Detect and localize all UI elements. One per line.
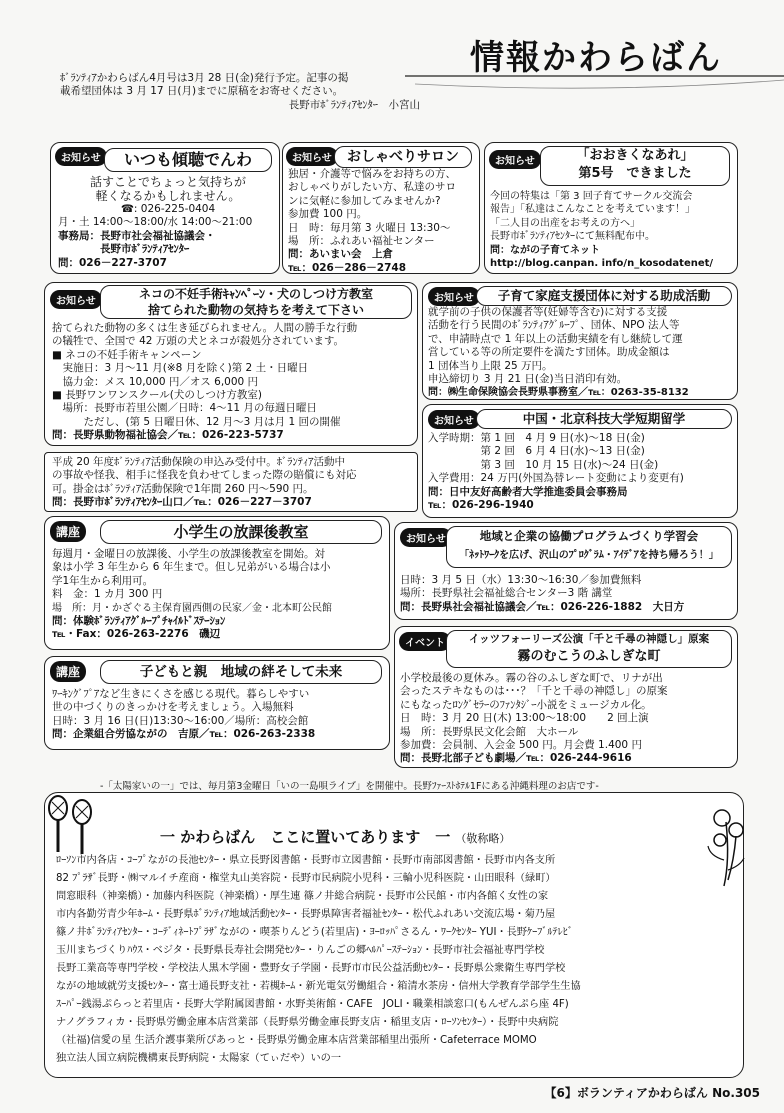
article-title (446, 630, 732, 668)
text-line: 入学費用：24 万円(外国為替レート変動により変更有) (428, 472, 684, 485)
text-line: 営している等の所定要件を満たす団体。助成金額は (428, 346, 670, 359)
text-line: 1 団体当り上限 25 万円。 (428, 359, 553, 372)
title-line-1: ネコの不妊手術ｷｬﾝﾍﾟｰﾝ・犬のしつけ方教室 (138, 287, 373, 301)
phone-number: ☎: 026-225-0404 (120, 203, 216, 215)
title-line-2: 第5号 できました (578, 166, 692, 181)
text-line: 報告」「私達はこんなことを考えています！」 (490, 204, 695, 216)
text-line: 長野市ﾎﾞﾗﾝﾃｨｱｾﾝﾀｰ (58, 243, 190, 256)
text-line: ﾜｰｷﾝｸﾞﾌﾟｱなど生きにくさを感じる現代。暮らしやすい (52, 688, 310, 700)
notice-tag: お知らせ (286, 147, 338, 166)
text-line: 問：あいまい会 上倉 (288, 248, 393, 261)
text-line: ■ 長野ワンワンスクール(犬のしつけ方教室) (52, 389, 262, 402)
text-line: で、申請時点で 1 年以上の活動実績を有し継続して運 (428, 332, 683, 345)
locations-list (56, 852, 740, 1074)
notice-tag: お知らせ (50, 290, 102, 309)
article-body (52, 688, 386, 748)
notice-tag: お知らせ (55, 147, 107, 166)
article-body (58, 175, 278, 272)
text-line: 就学前の子供の保護者等(妊婦等含む)に対する支援 (428, 306, 668, 318)
notice-line-2: 載希望団体は 3 月 17 日(月)までに原稿をお寄せください。 (60, 85, 344, 98)
contact-line: 問：長野北部子ども劇場／℡：026-244-9616 (400, 752, 632, 765)
text-line: 入学時期：第 1 回 4 月 9 日(水)～18 日(金) (428, 432, 645, 444)
page-footer: 【6】ボランティアかわらばん No.305 (544, 1086, 760, 1100)
title-line-2: 捨てられた動物の気持ちを考えて下さい (147, 303, 364, 317)
text-line: にもなったﾛﾝｸﾞｾﾗｰのﾌｧﾝﾀｼﾞｰ小説をミュージカル化。 (400, 698, 652, 711)
article-title (540, 146, 730, 186)
contact-line: ℡：026-296-1940 (428, 499, 534, 512)
course-tag: 講座 (50, 521, 86, 542)
text-line: 世の中づくりのきっかけを考えましょう。入場無料 (52, 701, 294, 714)
text-line: 捨てられた動物の多くは生き延びられません。人間の勝手な行動 (52, 322, 358, 334)
list-item: 玉川まちづくりﾊｳｽ・ベジタ・長野県長寿社会開発ｾﾝﾀｰ・りんごの郷ﾍﾙﾊﾟｰｽﾃｰｼｮﾝ・長野市社会福祉専門学校 (56, 945, 545, 956)
text-line: 協力金：メス 10,000 円／オス 6,000 円 (52, 375, 259, 388)
list-item: 篠ノ井ﾎﾞﾗﾝﾃｨｱｾﾝﾀｰ・ｺｰﾃﾞｨﾈｰﾄﾌﾟﾗｻﾞながの・喫茶りんどう(若里店)・ﾖｰﾛｯﾊﾟさるん・ﾜｰｸｾﾝﾀｰ YUI・長野ｹｰﾌﾞﾙﾃﾚﾋﾞ (56, 927, 573, 938)
notice-tag: お知らせ (428, 410, 480, 429)
list-item: 市内各勤労青少年ﾎｰﾑ・長野県ﾎﾞﾗﾝﾃｨｱ地域活動ｾﾝﾀｰ・長野県障害者福祉ｾﾝﾀｰ・松代ふれあい交流広場・菊乃屋 (56, 909, 556, 920)
list-item: ナノグラフィカ・長野県労働金庫本店営業部（長野県労働金庫長野支店・稲里支店・ﾛｰｿﾝｾﾝﾀｰ）・長野中央病院 (56, 1017, 559, 1028)
text-line: 実施日：3 月～11 月(※8 月を除く)第 2 土・日曜日 (52, 362, 309, 375)
text-line: 問：体験ﾎﾞﾗﾝﾃｨｱｸﾞﾙｰﾌﾟﾁｬｲﾙﾄﾞｽﾃｰｼｮﾝ (52, 615, 226, 628)
notice-line-1: ﾎﾞﾗﾝﾃｨｱかわらばん4月号は3月 28 日(金)発行予定。記事の掲 (60, 72, 349, 84)
notice-tag: お知らせ (428, 287, 480, 306)
locations-heading (160, 826, 640, 848)
article-title (100, 285, 412, 319)
course-tag: 講座 (50, 661, 86, 682)
article-body (288, 168, 478, 273)
url-line: http://blog.canpan. info/n_kosodatenet/ (490, 258, 714, 270)
list-item: 長野工業高等専門学校・学校法人黒木学園・豊野女子学園・長野市市民公益活動ｾﾝﾀｰ・長野県公衆衛生専門学校 (56, 963, 566, 974)
text-line: 日 時：3 月 20 日(木) 13:00～18:00 2 回上演 (400, 712, 649, 725)
article-body (428, 306, 734, 399)
contact-line: ℡：026－286－2748 (288, 261, 407, 273)
notice-tag: お知らせ (489, 150, 541, 169)
contact-line: 問：ながの子育てネット (490, 244, 600, 256)
text-line: 月・土 14:00～18:00/水 14:00～21:00 (58, 216, 253, 229)
article-body (400, 574, 734, 618)
contact-line: 問：長野市ﾎﾞﾗﾝﾃｨｱｾﾝﾀｰ山口／℡：026－227－3707 (52, 496, 312, 509)
text-line: 毎週月・金曜日の放課後、小学生の放課後教室を開始。対 (52, 548, 325, 560)
text-line: の事故や怪我、相手に怪我を負わせてしまった際の賠償にも対応 (52, 469, 357, 482)
list-item: ﾛｰｿﾝ市内各店・ｺｰﾌﾟながの長池ｾﾝﾀｰ・県立長野図書館・長野市立図書館・長野市南部図書館・長野市内各支所 (56, 855, 556, 866)
text-line: 話すことでちょっと気持ちが (89, 175, 246, 189)
taiyou-note: -「太陽家いの一」では、毎月第3金曜日「いの一島唄ライブ」を開催中。長野ﾌｧｰｽﾄﾎﾃﾙ1Fにある沖縄料理のお店です- (100, 781, 599, 792)
article-title: おしゃべりサロン (334, 146, 472, 168)
text-line: 「二人目の出産をお考えの方へ」 (490, 217, 640, 229)
notice-signature: 長野市ﾎﾞﾗﾝﾃｨｱｾﾝﾀｰ 小宮山 (288, 98, 420, 111)
list-item: （社福)信愛の星 生活介護事業所ぴあっと・長野県労働金庫本店営業部稲里出張所・Cafeterrace MOMO (56, 1035, 537, 1046)
text-line: 場 所：月・かざぐる主保育園西側の民家／金・北本町公民館 (52, 602, 332, 614)
text-line: 今回の特集は「第 3 回子育てサークル交流会 (490, 191, 693, 202)
text-line: 小学校最後の夏休み。霧の谷のふしぎな町で、リナが出 (400, 672, 663, 684)
text-line: 会ったステキなものは･･･？「千と千尋の神隠し」の原案 (400, 685, 668, 698)
event-tag: イベント (399, 632, 451, 651)
title-line-1: 地域と企業の協働プログラムづくり学習会 (479, 529, 699, 543)
article-body (52, 322, 414, 444)
article-body (490, 190, 734, 272)
article-body (400, 672, 734, 766)
text-line: 日 時：毎月第 3 火曜日 13:30～ (288, 221, 451, 234)
contact-line: 問：長野県社会福祉協議会／℡：026-226-1882 大日方 (400, 600, 685, 613)
text-line: 場 所：ふれあい福祉センター (288, 235, 435, 248)
contact-line: 問：企業組合労協ながの 吉原／℡：026-263-2338 (52, 728, 316, 741)
text-line: 場所：長野県社会福祉総合センター3 階 講堂 (400, 587, 613, 600)
article-title: 子どもと親 地域の絆そして未来 (100, 660, 382, 684)
text-line: おしゃべりがしたい方、私達のサロ (288, 181, 456, 194)
article-body (52, 456, 414, 510)
header-notice (60, 72, 420, 118)
text-line: 参加費：会員制、入会金 500 円。月会費 1.400 円 (400, 739, 642, 752)
article-body (428, 432, 734, 516)
text-line: 長野市ﾎﾞﾗﾝﾃｨｱｾﾝﾀｰにて無料配布中。 (490, 231, 655, 243)
article-body (52, 548, 386, 648)
article-title: 中国・北京科技大学短期留学 (476, 409, 732, 429)
text-line: ■ ネコの不妊手術キャンペーン (52, 348, 202, 361)
text-line: 料 金：1 カ月 300 円 (52, 588, 163, 601)
text-line: 第 2 回 6 月 4 日(水)～13 日(金) (428, 445, 645, 458)
contact-line: 問：026－227-3707 (58, 256, 167, 269)
text-line: 平成 20 年度ﾎﾞﾗﾝﾃｨｱ活動保険の申込み受付中。ﾎﾞﾗﾝﾃｨｱ活動中 (52, 456, 346, 468)
title-line-2: 霧のむこうのふしぎな町 (517, 649, 661, 664)
list-item: 82 ﾌﾟﾗｻﾞ長野・㈱マルイチ産商・権堂丸山美容院・長野市民病院小児科・三輪小児科医院・山田眼科（緑町） (56, 873, 556, 884)
list-item: 独立法人国立病院機構東長野病院・太陽家（てぃだや）いの一 (56, 1053, 342, 1064)
title-line-1: イッツフォーリーズ公演「千と千尋の神隠し」原案 (468, 633, 710, 645)
text-line: 独居・介護等で悩みをお持ちの方、 (288, 168, 456, 180)
text-line: 象は小学 3 年生から 6 年生まで。但し兄弟がいる場合は小 (52, 561, 331, 574)
text-line: 参加費 100 円。 (288, 208, 368, 221)
text-line: 場所：長野市若里公園／日時：4～11 月の毎週日曜日 (52, 402, 317, 415)
article-title (446, 526, 732, 568)
text-line: 場 所：長野県民文化会館 大ホール (400, 725, 579, 738)
contact-line: 問：長野県動物福祉協会／℡：026-223-5737 (52, 429, 284, 442)
article-title: いつも傾聴でんわ (104, 148, 272, 172)
article-title: 小学生の放課後教室 (100, 520, 382, 544)
list-item: 問窓眼科（神楽橋）・加藤内科医院（神楽橋）・厚生連 篠ノ井総合病院・長野市公民館・市内各館く女性の家 (56, 891, 549, 902)
text-line: 軽くなるかもしれません。 (95, 189, 241, 203)
page-title: 情報かわらばん (470, 38, 722, 78)
locations-title: 一 かわらばん ここに置いてあります 一 (160, 828, 451, 846)
contact-line: ℡・Fax：026-263-2276 磯辺 (52, 628, 221, 641)
text-line: 活動を行う民間のﾎﾞﾗﾝﾃｨｱｸﾞﾙｰﾌﾟ、団体、NPO 法人等 (428, 319, 680, 332)
header-rule (405, 64, 784, 104)
list-item: ｽｰﾊﾟｰ銭湯ぷらっと若里店・長野大学附属図書館・水野美術館・CAFE JOLI・職業相談窓口(もんぜんぷら座 4F) (56, 999, 569, 1010)
article-title: 子育て家庭支援団体に対する助成活動 (476, 286, 732, 306)
contact-line: 問：㈱生命保険協会長野県事務室／℡：0263-35-8132 (428, 387, 689, 399)
locations-honorific: （敬称略） (455, 832, 511, 845)
notice-tag: お知らせ (400, 528, 452, 547)
text-line: 問：日中友好高齢者大学推進委員会事務局 (428, 485, 628, 498)
text-line: 申込締切り 3 月 21 日(金)当日消印有効。 (428, 373, 628, 386)
title-line-1: 「おおきくなあれ」 (576, 148, 694, 163)
text-line: ただし、(第 5 日曜日休、12 月～3 月は月 1 回の開催 (52, 415, 341, 428)
microphone-illustration-icon (30, 790, 110, 860)
text-line: 日時：3 月 16 日(日)13:30～16:00／場所：高校会館 (52, 714, 309, 727)
text-line: 日時：3 月 5 日（水）13:30～16:30／参加費無料 (400, 574, 642, 586)
text-line: 第 3 回 10 月 15 日(水)～24 日(金) (428, 458, 659, 471)
text-line: 可。掛金はﾎﾞﾗﾝﾃｨｱ活動保険で1年間 260 円～590 円。 (52, 482, 314, 495)
text-line: の犠牲で、全国で 42 万頭の犬とネコが殺処分されています。 (52, 335, 344, 348)
text-line: ンに気軽に参加してみませんか? (288, 194, 441, 207)
title-line-2: 「ﾈｯﾄﾜｰｸを広げ、沢山のﾌﾟﾛｸﾞﾗﾑ・ｱｲﾃﾞｱを持ち帰ろう！」 (459, 550, 719, 561)
text-line: 事務局：長野市社会福祉協議会・ (58, 229, 216, 242)
list-item: ながの地域就労支援ｾﾝﾀｰ・富士通長野支社・若槻ﾎｰﾑ・新光電気労働組合・箱清水茶房・信州大学教育学部学生生協 (56, 981, 581, 992)
text-line: 学1年生から利用可。 (52, 574, 154, 587)
